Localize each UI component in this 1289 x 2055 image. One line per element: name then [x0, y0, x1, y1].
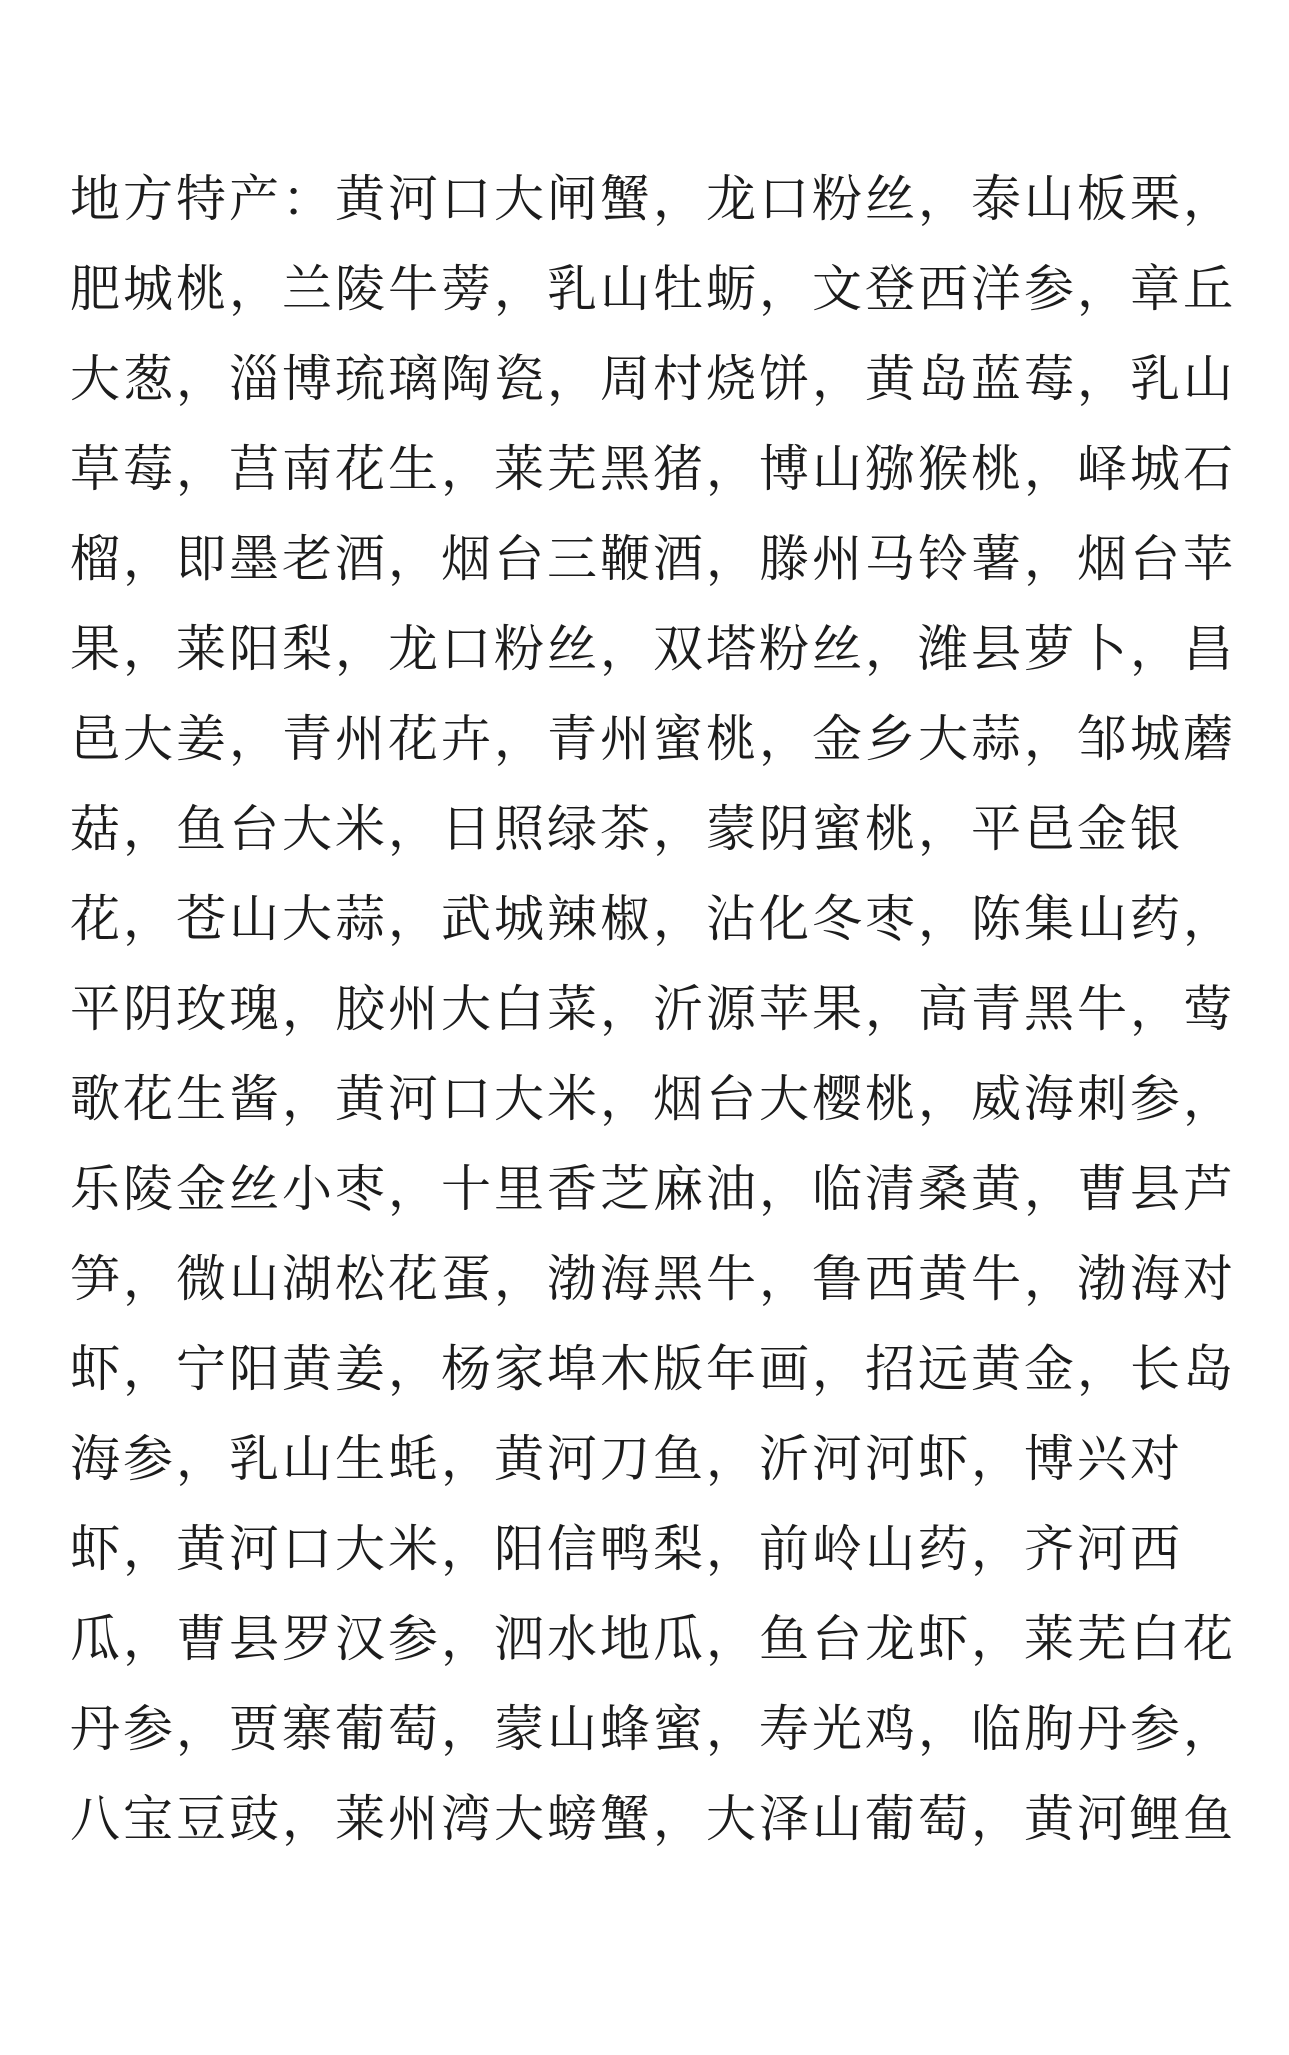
text-line-11: 歌花生酱，黄河口大米，烟台大樱桃，威海刺参， [70, 1070, 1236, 1128]
article-text [70, 154, 1236, 1864]
text-line-3: 大葱，淄博琉璃陶瓷，周村烧饼，黄岛蓝莓，乳山 [70, 350, 1236, 408]
text-line-4: 草莓，莒南花生，莱芜黑猪，博山猕猴桃，峄城石 [70, 440, 1236, 498]
text-line-7: 邑大姜，青州花卉，青州蜜桃，金乡大蒜，邹城蘑 [70, 710, 1236, 768]
text-line-1: 地方特产：黄河口大闸蟹，龙口粉丝，泰山板栗， [70, 170, 1236, 228]
text-line-18: 丹参，贾寨葡萄，蒙山蜂蜜，寿光鸡，临朐丹参， [70, 1700, 1236, 1758]
text-line-15: 海参，乳山生蚝，黄河刀鱼，沂河河虾，博兴对 [70, 1430, 1183, 1488]
text-line-9: 花，苍山大蒜，武城辣椒，沾化冬枣，陈集山药， [70, 890, 1236, 948]
text-line-17: 瓜，曹县罗汉参，泗水地瓜，鱼台龙虾，莱芜白花 [70, 1610, 1236, 1668]
text-line-19: 八宝豆豉，莱州湾大螃蟹，大泽山葡萄，黄河鲤鱼 [70, 1790, 1236, 1848]
text-line-6: 果，莱阳梨，龙口粉丝，双塔粉丝，潍县萝卜，昌 [70, 620, 1236, 678]
text-line-12: 乐陵金丝小枣，十里香芝麻油，临清桑黄，曹县芦 [70, 1160, 1236, 1218]
text-line-5: 榴，即墨老酒，烟台三鞭酒，滕州马铃薯，烟台苹 [70, 530, 1236, 588]
text-line-8: 菇，鱼台大米，日照绿茶，蒙阴蜜桃，平邑金银 [70, 800, 1183, 858]
text-line-14: 虾，宁阳黄姜，杨家埠木版年画，招远黄金，长岛 [70, 1340, 1236, 1398]
text-line-10: 平阴玫瑰，胶州大白菜，沂源苹果，高青黑牛，莺 [70, 980, 1236, 1038]
text-line-2: 肥城桃，兰陵牛蒡，乳山牡蛎，文登西洋参，章丘 [70, 260, 1236, 318]
text-line-16: 虾，黄河口大米，阳信鸭梨，前岭山药，齐河西 [70, 1520, 1183, 1578]
text-line-13: 笋，微山湖松花蛋，渤海黑牛，鲁西黄牛，渤海对 [70, 1250, 1236, 1308]
